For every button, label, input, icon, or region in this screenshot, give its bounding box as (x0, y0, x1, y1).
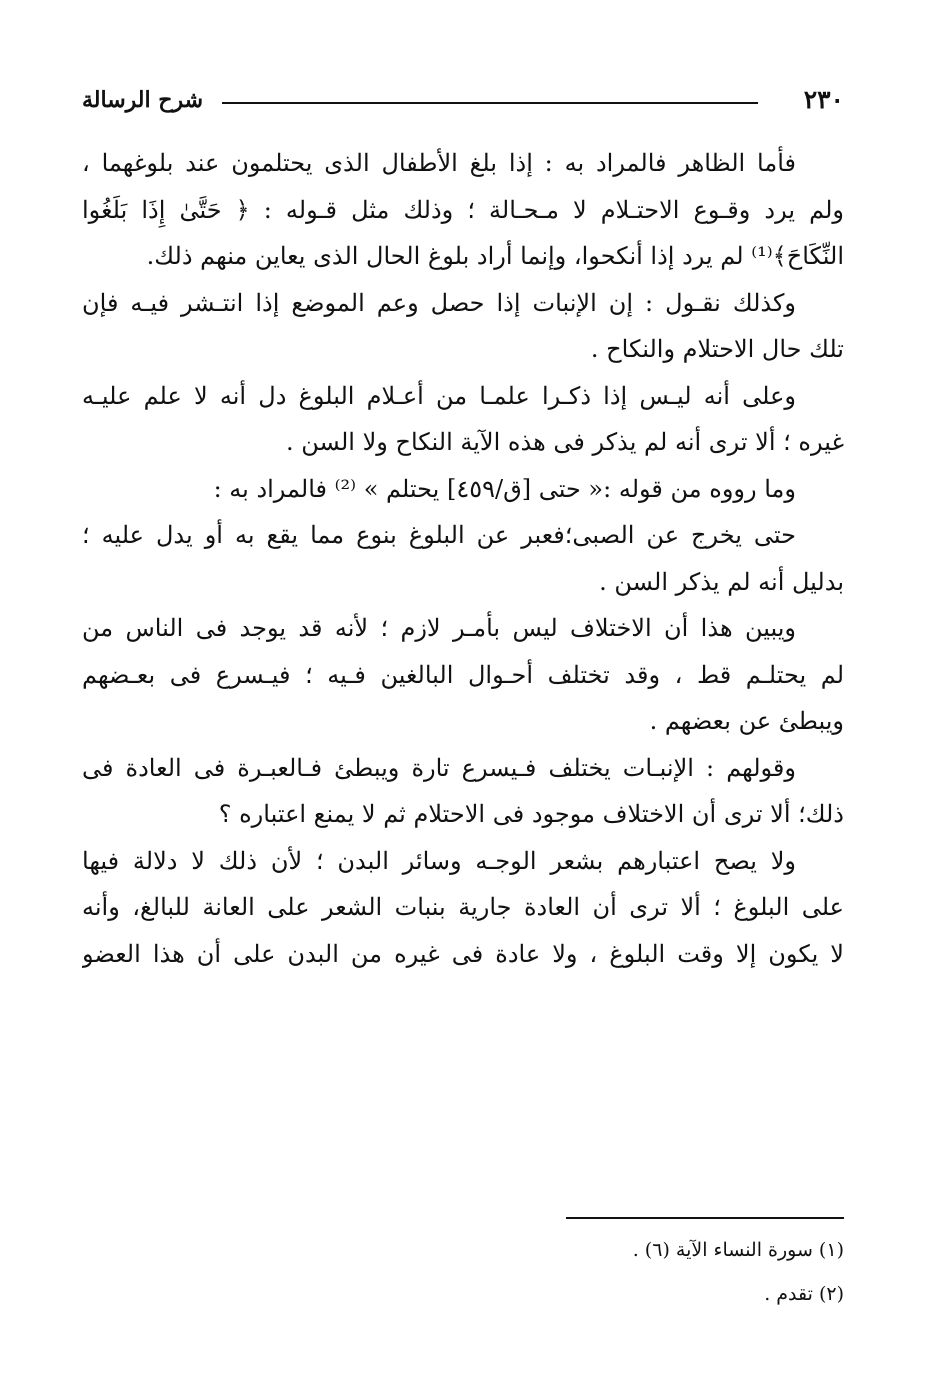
header-rule (222, 102, 758, 104)
paragraph (82, 140, 844, 280)
paragraph (82, 745, 844, 838)
text-line: لم يحتلـم قط ، وقد تختلف أحـوال البالغين فـيه ؛ فيـسرع فى بعـضهم (82, 660, 844, 689)
footnote: (٢) تقدم . (764, 1283, 844, 1305)
footnotes (344, 1228, 844, 1316)
paragraph (82, 280, 844, 373)
text-line: وعلى أنه ليـس إذا ذكـرا علمـا من أعـلام البلوغ دل أنه لا علم عليـه (82, 381, 796, 410)
page-number: ٢٣٠ (803, 85, 844, 114)
text-line: فأما الظاهر فالمراد به : إذا بلغ الأطفال الذى يحتلمون عند بلوغهما ، (82, 149, 796, 177)
running-title: شرح الرسالة (82, 87, 204, 113)
text-line: ولا يصح اعتبارهم بشعر الوجـه وسائر البدن ؛ لأن ذلك لا دلالة فيها (82, 846, 796, 875)
text-line: على البلوغ ؛ ألا ترى أن العادة جارية بنبات الشعر على العانة للبالغ، وأنه (82, 893, 844, 921)
paragraph (82, 605, 844, 745)
paragraph (82, 466, 844, 513)
footnote-rule (566, 1217, 844, 1219)
paragraph (82, 838, 844, 978)
text-line: غيره ؛ ألا ترى أنه لم يذكر فى هذه الآية النكاح ولا السن . (286, 428, 844, 456)
text-line: تلك حال الاحتلام والنكاح . (590, 335, 844, 363)
text-line: بدليل أنه لم يذكر السن . (599, 567, 844, 596)
paragraph (82, 512, 844, 605)
paragraph (82, 373, 844, 466)
page-header (82, 80, 844, 120)
text-line: ولم يرد وقـوع الاحتـلام لا مـحـالة ؛ وذلك مثل قـوله : ﴿ حَتَّىٰ إِذَا بَلَغُوا (82, 195, 844, 224)
text-line: لا يكون إلا وقت البلوغ ، ولا عادة فى غيره من البدن على أن هذا العضو (82, 939, 844, 968)
text-line: ويبطئ عن بعضهم . (649, 707, 844, 735)
text-line: النِّكَاحَ﴾⁽¹⁾ لم يرد إذا أنكحوا، وإنما أراد بلوغ الحال الذى يعاين منهم ذلك. (146, 242, 844, 270)
text-line: حتى يخرج عن الصبى؛فعبر عن البلوغ بنوع مما يقع به أو يدل عليه ؛ (82, 521, 796, 549)
text-line: وكذلك نقـول : إن الإنبات إذا حصل وعم الموضع إذا انتـشر فيـه فإن (82, 288, 796, 317)
footnote: (١) سورة النساء الآية (٦) . (632, 1239, 844, 1261)
text-line: وقولهم : الإنبـات يختلف فـيسرع تارة ويبطئ فـالعبـرة فى العادة فى (82, 753, 796, 782)
body-text (82, 140, 844, 977)
text-line: وما رووه من قوله :« حتى [ق/٤٥٩] يحتلم » ⁽²⁾ فالمراد به : (213, 474, 796, 503)
text-line: ذلك؛ ألا ترى أن الاختلاف موجود فى الاحتلام ثم لا يمنع اعتباره ؟ (218, 800, 844, 828)
text-line: ويبين هذا أن الاختلاف ليس بأمـر لازم ؛ لأنه قد يوجد فى الناس من (82, 614, 796, 642)
